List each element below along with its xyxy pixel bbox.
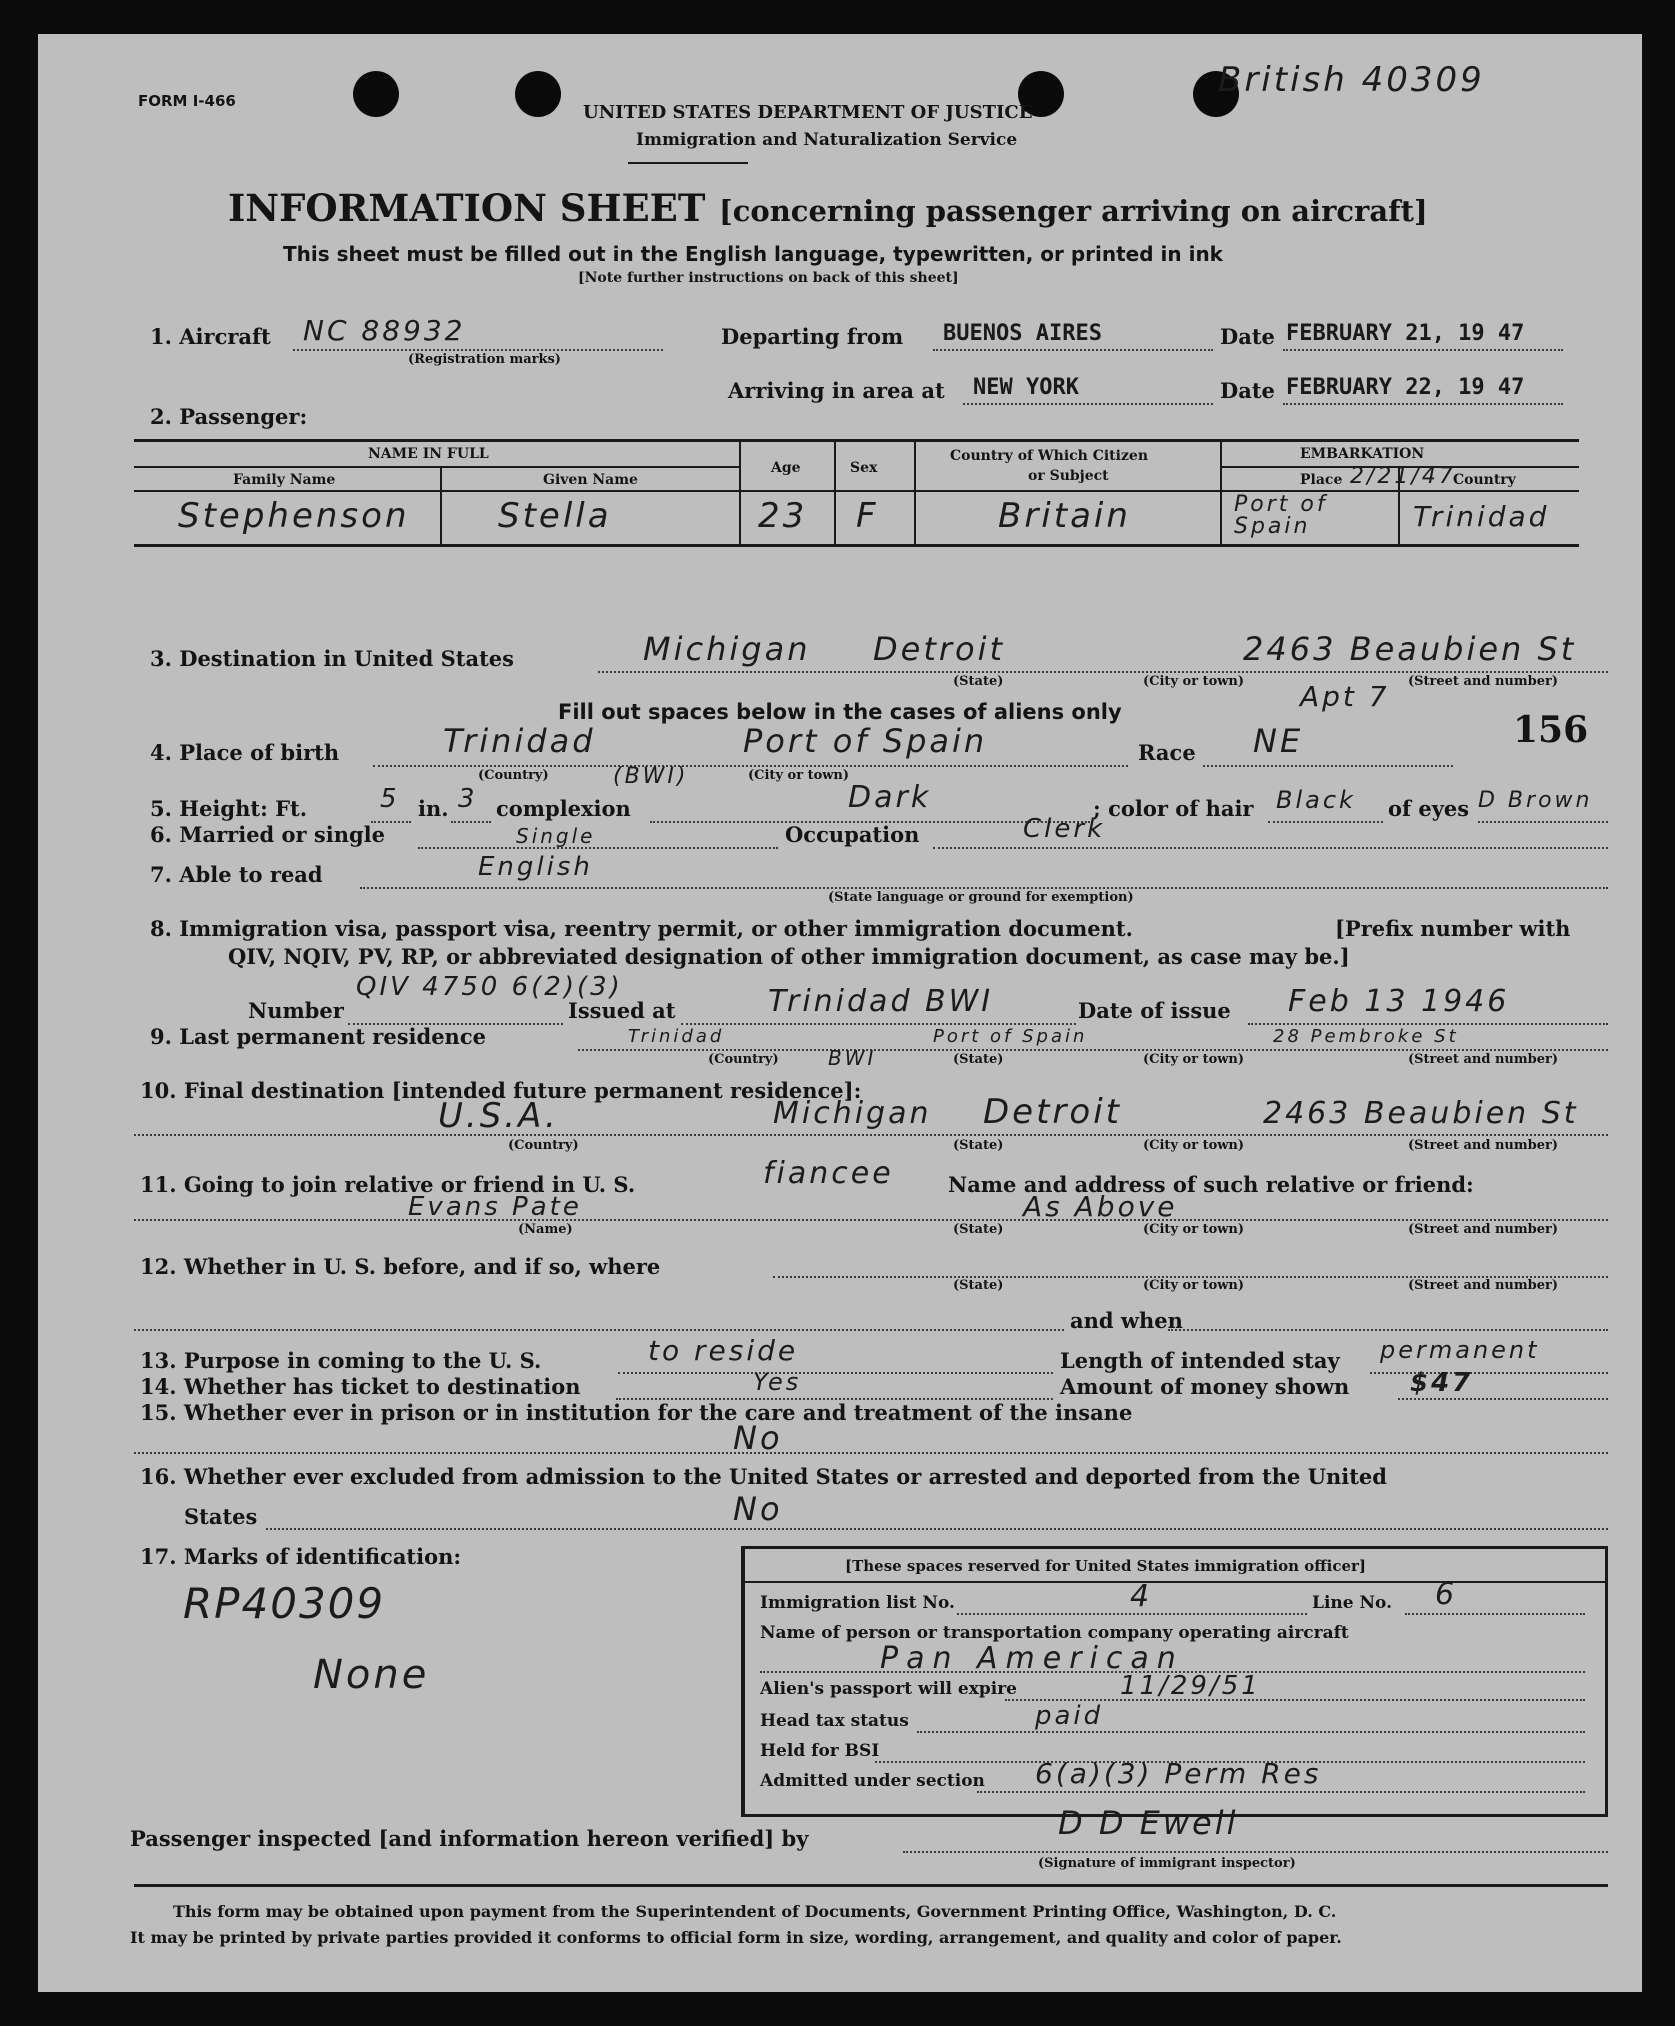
- aircraft-label: 1. Aircraft: [150, 324, 271, 349]
- departing-line: [933, 349, 1213, 351]
- th-country-1: Country of Which Citizen: [950, 448, 1149, 464]
- doc-line-1: 8. Immigration visa, passport visa, reentry permit, or other immigration document.: [150, 916, 1133, 941]
- arriving-line: [963, 403, 1213, 405]
- passenger-label: 2. Passenger:: [150, 404, 308, 429]
- cap-city: (City or town): [748, 768, 850, 783]
- height-ft: 5: [380, 784, 400, 814]
- married-label: 6. Married or single: [150, 822, 386, 847]
- cap-state: (State): [953, 674, 1004, 689]
- join-name: Evans Pate: [408, 1192, 582, 1222]
- height-label: 5. Height: Ft.: [150, 796, 308, 821]
- purpose-label: 13. Purpose in coming to the U. S.: [140, 1348, 542, 1373]
- cap-country: (Country): [478, 768, 549, 783]
- issued-value: Trinidad BWI: [768, 984, 994, 1019]
- issue-date-label: Date of issue: [1078, 998, 1231, 1023]
- when-line: [1168, 1329, 1608, 1331]
- race-label: Race: [1138, 740, 1196, 765]
- line-value: 6: [1435, 1577, 1458, 1612]
- doc-number-value: QIV 4750 6(2)(3): [356, 972, 623, 1002]
- cap-city: (City or town): [1143, 674, 1245, 689]
- purpose-line: [618, 1372, 1053, 1374]
- officer-box-header-rule: [745, 1581, 1605, 1583]
- departing-value: BUENOS AIRES: [943, 321, 1102, 346]
- th-country-2: or Subject: [1028, 468, 1109, 484]
- cap-street: (Street and number): [1408, 1052, 1558, 1067]
- arriving-label: Arriving in area at: [728, 378, 945, 403]
- col-divider: [914, 439, 916, 544]
- col-divider: [739, 439, 741, 544]
- residence-line: [578, 1049, 1608, 1051]
- residence-label: 9. Last permanent residence: [150, 1024, 486, 1049]
- final-destination-line: [134, 1134, 1608, 1136]
- cell-country: Trinidad: [1413, 500, 1550, 533]
- passport-value: 11/29/51: [1120, 1671, 1261, 1701]
- signature-caption: (Signature of immigrant inspector): [1038, 1856, 1296, 1871]
- inspected-label: Passenger inspected [and information hereon verified] by: [130, 1826, 809, 1851]
- arrive-date-value: FEBRUARY 22, 19 47: [1286, 375, 1525, 400]
- destination-apt: Apt 7: [1300, 680, 1390, 713]
- list-label: Immigration list No.: [760, 1593, 955, 1613]
- occupation-value: Clerk: [1023, 814, 1106, 844]
- th-sex: Sex: [850, 460, 878, 476]
- table-header-bottom: [134, 490, 1579, 492]
- read-value: English: [478, 852, 593, 882]
- cell-given-name: Stella: [498, 496, 612, 536]
- residence-country: Trinidad: [628, 1026, 725, 1047]
- excluded-label-2: States: [184, 1504, 258, 1529]
- company-value: Pan American: [880, 1641, 1184, 1676]
- aircraft-value: NC 88932: [303, 314, 466, 347]
- prison-line: [134, 1452, 1608, 1454]
- occupation-line: [933, 847, 1608, 849]
- complexion-value: Dark: [848, 780, 932, 815]
- eyes-label: of eyes: [1388, 796, 1470, 821]
- issued-label: Issued at: [568, 998, 676, 1023]
- married-line: [418, 847, 778, 849]
- eyes-value: D Brown: [1478, 788, 1593, 813]
- excluded-line: [266, 1528, 1608, 1530]
- birth-label: 4. Place of birth: [150, 740, 340, 765]
- when-label: and when: [1070, 1308, 1183, 1333]
- registration-caption: (Registration marks): [408, 352, 561, 367]
- destination-city: Detroit: [873, 630, 1006, 668]
- form-number: FORM I-466: [138, 92, 236, 110]
- purpose-value: to reside: [648, 1334, 799, 1367]
- col-divider: [1220, 439, 1222, 544]
- destination-street: 2463 Beaubien St: [1243, 630, 1577, 668]
- arrive-date-line: [1283, 403, 1563, 405]
- col-divider: [834, 439, 836, 544]
- read-caption: (State language or ground for exemption): [828, 890, 1134, 905]
- race-value: NE: [1253, 722, 1304, 760]
- final-country: U.S.A.: [438, 1096, 559, 1136]
- th-age: Age: [771, 460, 801, 476]
- arrive-date-label: Date: [1220, 378, 1275, 403]
- cell-family-name: Stephenson: [178, 496, 410, 536]
- cap-name: (Name): [518, 1222, 573, 1237]
- stay-line: [1370, 1372, 1608, 1374]
- th-place: Place: [1300, 472, 1343, 488]
- birth-bwi: (BWI): [613, 764, 689, 789]
- cap-country: (Country): [508, 1138, 579, 1153]
- issue-date-line: [1248, 1023, 1608, 1025]
- cell-place: Port of Spain: [1234, 492, 1328, 539]
- in-label: in.: [418, 796, 449, 821]
- destination-state: Michigan: [643, 630, 811, 668]
- title-sub: [concerning passenger arriving on aircraft]: [718, 194, 1428, 228]
- company-label: Name of person or transportation company operating aircraft: [760, 1623, 1349, 1643]
- cap-city: (City or town): [1143, 1278, 1245, 1293]
- cap-city: (City or town): [1143, 1138, 1245, 1153]
- eyes-line: [1478, 821, 1608, 823]
- cap-street: (Street and number): [1408, 1138, 1558, 1153]
- table-top-rule: [134, 439, 1579, 442]
- inspected-line: [903, 1851, 1608, 1853]
- th-name-in-full: NAME IN FULL: [368, 446, 489, 462]
- admitted-label: Admitted under section: [760, 1771, 985, 1791]
- aircraft-line: [293, 349, 663, 351]
- admitted-value: 6(a)(3) Perm Res: [1035, 1757, 1322, 1790]
- list-value: 4: [1130, 1579, 1153, 1614]
- final-state: Michigan: [773, 1096, 932, 1131]
- officer-box: [741, 1546, 1608, 1817]
- form-sheet: [38, 34, 1642, 1992]
- join-relation: fiancee: [763, 1156, 894, 1191]
- cap-country: (Country): [708, 1052, 779, 1067]
- stay-value: permanent: [1380, 1336, 1540, 1364]
- officer-header: [These spaces reserved for United States immigration officer]: [845, 1557, 1366, 1575]
- final-city: Detroit: [983, 1092, 1122, 1132]
- headtax-value: paid: [1035, 1701, 1104, 1731]
- destination-line: [598, 671, 1608, 673]
- money-label: Amount of money shown: [1060, 1374, 1350, 1399]
- cell-citizen: Britain: [998, 496, 1131, 536]
- married-value: Single: [516, 824, 596, 848]
- join-label: 11. Going to join relative or friend in U. S.: [140, 1172, 636, 1197]
- residence-street: 28 Pembroke St: [1273, 1026, 1459, 1047]
- marks-value-2: None: [313, 1652, 430, 1698]
- birth-city: Port of Spain: [743, 722, 988, 760]
- join-address: As Above: [1023, 1190, 1178, 1223]
- money-value: $47: [1410, 1368, 1474, 1398]
- race-line: [1203, 765, 1453, 767]
- marks-label: 17. Marks of identification:: [140, 1544, 462, 1569]
- corner-note: British 40309: [1218, 60, 1485, 100]
- col-divider: [440, 466, 442, 544]
- read-label: 7. Able to read: [150, 862, 323, 887]
- excluded-value: No: [733, 1490, 783, 1528]
- punch-hole: [515, 71, 561, 117]
- instruction-line: This sheet must be filled out in the English language, typewritten, or printed in ink: [283, 242, 1223, 266]
- depart-date-label: Date: [1220, 324, 1275, 349]
- table-mid-rule: [134, 466, 739, 468]
- depart-date-line: [1283, 349, 1563, 351]
- instruction-note: [Note further instructions on back of this sheet]: [578, 270, 959, 286]
- cell-sex: F: [856, 496, 879, 536]
- department-name: UNITED STATES DEPARTMENT OF JUSTICE: [583, 102, 1033, 123]
- admitted-line: [977, 1791, 1585, 1793]
- when-line-left: [134, 1329, 1064, 1331]
- line-label: Line No.: [1312, 1593, 1393, 1613]
- residence-country-2: BWI: [828, 1046, 877, 1070]
- ticket-value: Yes: [753, 1368, 802, 1396]
- footer-rule: [134, 1884, 1608, 1887]
- line-line: [1405, 1613, 1585, 1615]
- residence-city: Port of Spain: [933, 1026, 1088, 1047]
- table-bottom-rule: [134, 544, 1579, 547]
- inspector-signature: D D Ewell: [1058, 1804, 1239, 1842]
- cap-state: (State): [953, 1138, 1004, 1153]
- depart-date-value: FEBRUARY 21, 19 47: [1286, 321, 1525, 346]
- occupation-label: Occupation: [785, 822, 920, 847]
- th-country: Country: [1453, 472, 1516, 488]
- bsi-label: Held for BSI: [760, 1741, 880, 1761]
- stay-label: Length of intended stay: [1060, 1348, 1340, 1373]
- headtax-label: Head tax status: [760, 1711, 909, 1731]
- passport-label: Alien's passport will expire: [760, 1679, 1017, 1699]
- read-line: [360, 887, 1608, 889]
- departing-label: Departing from: [721, 324, 904, 349]
- birth-line: [373, 765, 1128, 767]
- cap-state: (State): [953, 1222, 1004, 1237]
- footer-line-2: It may be printed by private parties provided it conforms to official form in size, wording, arrangement, and quality and color of paper.: [130, 1928, 1342, 1947]
- final-street: 2463 Beaubien St: [1263, 1096, 1579, 1131]
- doc-number-label: Number: [248, 998, 344, 1023]
- title-rule: [628, 162, 748, 164]
- title-main: INFORMATION SHEET: [228, 186, 706, 230]
- join-name-label: Name and address of such relative or friend:: [948, 1172, 1474, 1197]
- prison-label: 15. Whether ever in prison or in institution for the care and treatment of the insane: [140, 1400, 1133, 1425]
- money-line: [1398, 1398, 1608, 1400]
- prison-value: No: [733, 1419, 783, 1457]
- hair-value: Black: [1276, 786, 1356, 814]
- punch-hole: [353, 71, 399, 117]
- complexion-label: complexion: [496, 796, 631, 821]
- excluded-label: 16. Whether ever excluded from admission to the United States or arrested and deported from the United: [140, 1464, 1387, 1489]
- cap-city: (City or town): [1143, 1052, 1245, 1067]
- issue-date-value: Feb 13 1946: [1288, 984, 1510, 1019]
- hair-label: ; color of hair: [1093, 796, 1254, 821]
- in-line: [451, 821, 491, 823]
- cell-age: 23: [758, 496, 808, 536]
- cap-state: (State): [953, 1052, 1004, 1067]
- headtax-line: [917, 1731, 1585, 1733]
- before-label: 12. Whether in U. S. before, and if so, where: [140, 1254, 661, 1279]
- service-name: Immigration and Naturalization Service: [636, 130, 1018, 150]
- cap-street: (Street and number): [1408, 1278, 1558, 1293]
- join-line: [134, 1219, 1608, 1221]
- th-family-name: Family Name: [233, 472, 336, 488]
- arriving-value: NEW YORK: [973, 375, 1079, 400]
- th-embarkation: EMBARKATION: [1300, 446, 1425, 462]
- aliens-note: Fill out spaces below in the cases of aliens only: [558, 700, 1122, 724]
- doc-line-1b: [Prefix number with: [1335, 916, 1571, 941]
- footer-line-1: This form may be obtained upon payment from the Superintendent of Documents, Government Printing Office, Washington, D. C.: [173, 1902, 1337, 1921]
- cap-state: (State): [953, 1278, 1004, 1293]
- ticket-label: 14. Whether has ticket to destination: [140, 1374, 581, 1399]
- stamp-number: 156: [1513, 709, 1589, 751]
- issued-line: [681, 1023, 1076, 1025]
- marks-value-1: RP40309: [183, 1579, 386, 1628]
- doc-line-2: QIV, NQIV, PV, RP, or abbreviated designation of other immigration document, as case may be.]: [228, 944, 1350, 969]
- height-in: 3: [458, 784, 478, 814]
- birth-country: Trinidad: [443, 722, 596, 760]
- final-destination-label: 10. Final destination [intended future permanent residence]:: [140, 1078, 862, 1103]
- destination-label: 3. Destination in United States: [150, 646, 514, 671]
- page-title: [228, 186, 1428, 230]
- cap-street: (Street and number): [1408, 1222, 1558, 1237]
- embark-date: 2/21/47: [1350, 464, 1456, 489]
- cap-street: (Street and number): [1408, 674, 1558, 689]
- th-given-name: Given Name: [543, 472, 638, 488]
- hair-line: [1268, 821, 1383, 823]
- cap-city: (City or town): [1143, 1222, 1245, 1237]
